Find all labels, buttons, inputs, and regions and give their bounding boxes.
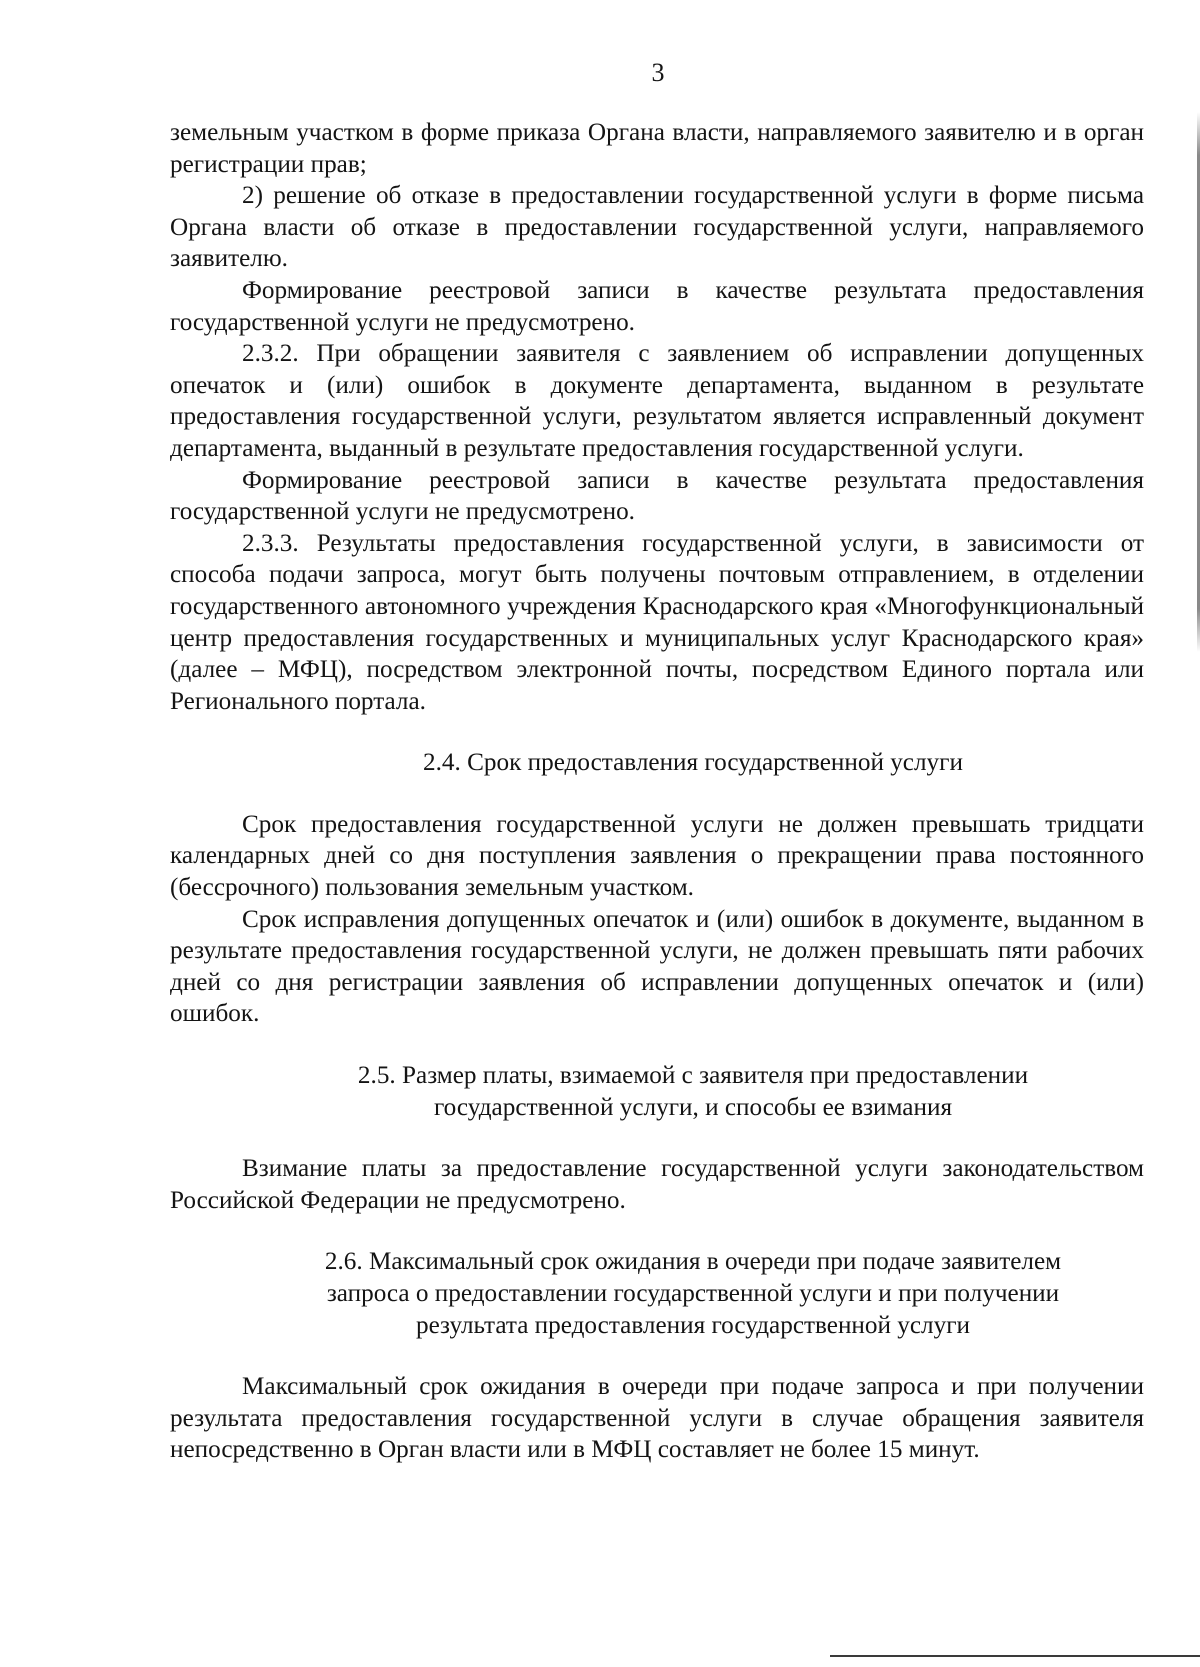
paragraph-10: Максимальный срок ожидания в очереди при подаче запроса и при получении результата предоставления государственной услуги в случае обращения заявителя непосредственно в Орган власти или в МФЦ составляет не более 15 минут. [170, 1373, 1144, 1464]
document-body [170, 117, 1144, 1466]
paragraph-4: 2.3.2. При обращении заявителя с заявлением об исправлении допущенных опечаток и (или) ошибок в документе департамента, выданном в результате предоставления государственной услуги, результатом является исправленный документ департамента, выданный в результате предоставления государственной услуги. [170, 340, 1144, 462]
paragraph-7: Срок предоставления государственной услуги не должен превышать тридцати календарных дней со дня поступления заявления о прекращении права постоянного (бессрочного) пользования земельным участком. [170, 810, 1144, 902]
heading-line: государственной услуги, и способы ее взимания [433, 1093, 953, 1121]
section-heading-2-6 [170, 1246, 1144, 1341]
paragraph-3: Формирование реестровой записи в качестве результата предоставления государственной услуги не предусмотрено. [170, 276, 1144, 336]
section-heading-2-5 [170, 1060, 1144, 1123]
section-heading-2-4 [170, 747, 1144, 779]
heading-line: 2.6. Максимальный срок ожидания в очереди при подаче заявителем [324, 1248, 1062, 1276]
heading-line: результата предоставления государственной услуги [415, 1311, 971, 1339]
paragraph-8: Срок исправления допущенных опечаток и (или) ошибок в документе, выданном в результате предоставления государственной услуги, не должен превышать пяти рабочих дней со дня регистрации заявления об исправлении допущенных опечаток и (или) ошибок. [170, 905, 1144, 1028]
heading-line: 2.4. Срок предоставления государственной услуги [423, 749, 963, 777]
paragraph-6: 2.3.3. Результаты предоставления государственной услуги, в зависимости от способа подачи запроса, могут быть получены почтовым отправлением, в отделении государственного автономного учреждения Краснодарского края «Многофункциональный центр предоставления государственных и муниципальных услуг Краснодарского края» (далее – МФЦ), посредством электронной почты, посредством Единого портала или Регионального портала. [170, 529, 1144, 715]
paragraph-5: Формирование реестровой записи в качестве результата предоставления государственной услуги не предусмотрено. [170, 466, 1144, 526]
footer-rule [830, 1655, 1200, 1657]
heading-line: 2.5. Размер платы, взимаемой с заявителя при предоставлении [357, 1062, 1029, 1090]
paragraph-1: земельным участком в форме приказа Органа власти, направляемого заявителю и в орган регистрации прав; [170, 119, 1144, 178]
paragraph-9: Взимание платы за предоставление государственной услуги законодательством Российской Федерации не предусмотрено. [170, 1155, 1144, 1214]
heading-line: запроса о предоставлении государственной услуги и при получении [326, 1280, 1060, 1307]
paragraph-2: 2) решение об отказе в предоставлении государственной услуги в форме письма Органа власти об отказе в предоставлении государственной услуги, направляемого заявителю. [170, 182, 1144, 273]
page-number: 3 [651, 58, 665, 87]
